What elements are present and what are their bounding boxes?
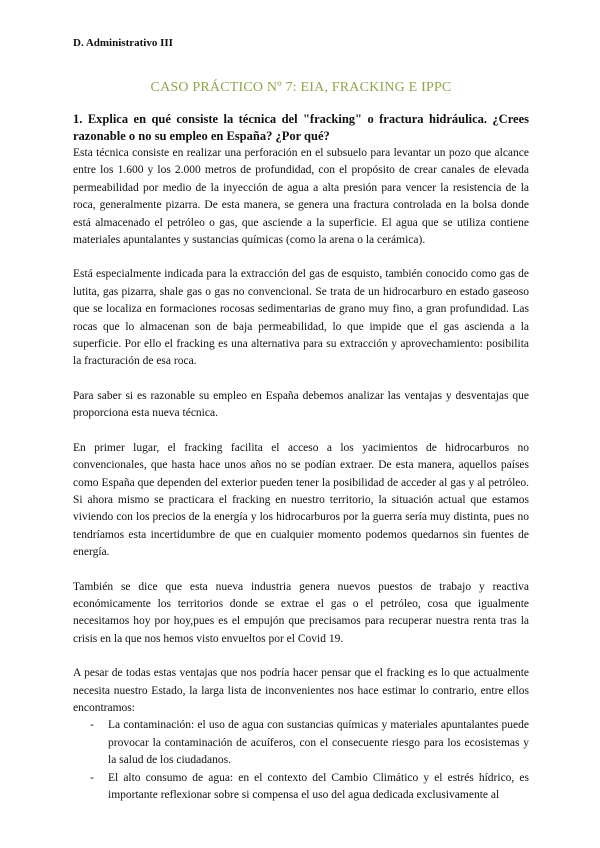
paragraph-employment: También se dice que esta nueva industria genera nuevos puestos de trabajo y reactiva económicamente los territorios donde se extrae el gas o el petróleo, cosa que igualmente necesitamos hoy por hoy,pues es el empujón que precisamos para recuperar nuestra renta tras la crisis en la que nos hemos visto envueltos por el Covid 19.: [73, 580, 529, 645]
bullet-marker: -: [90, 771, 94, 784]
paragraph-analysis-intro: Para saber si es razonable su empleo en España debemos analizar las ventajas y desventajas que proporciona esta nueva técnica.: [73, 389, 529, 420]
paragraph-advantages: En primer lugar, el fracking facilita el acceso a los yacimientos de hidrocarburos no convencionales, que hasta hace unos años no se podían extraer. De esta manera, aquellos países como España que dependen del exterior pueden tener la posibilidad de acceder al gas y al petróleo. Si ahora mismo se practicara el fracking en nuestro territorio, la situación actual que estamos viviendo con los precios de la energía y los hidrocarburos por la guerra sería muy distinta, pues no tendríamos esta incertidumbre de que en cualquier momento podemos quedarnos sin fuentes de energía.: [73, 441, 529, 559]
paragraph-definition: Esta técnica consiste en realizar una perforación en el subsuelo para levantar un pozo que alcance entre los 1.600 y los 2.000 metros de profundidad, con el propósito de crear canales de elevada permeabilidad por medio de la inyección de agua a alta presión para vencer la resistencia de la roca, generalmente pizarra. De esta manera, se genera una fractura controlada en la bolsa donde está almacenado el petróleo o gas, que asciende a la superficie. El agua que se utiliza contiene materiales apuntalantes y sustancias químicas (como la arena o la cerámica).: [73, 147, 529, 247]
list-item-text: El alto consumo de agua: en el contexto del Cambio Climático y el estrés hídrico, es importante reflexionar sobre si compensa el uso del agua dedicada exclusivamente al: [108, 771, 529, 801]
paragraph-shale-gas: Está especialmente indicada para la extracción del gas de esquisto, también conocido como gas de lutita, gas pizarra, shale gas o gas no convencional. Se trata de un hidrocarburo en estado gaseoso que se localiza en formaciones rocosas sedimentarias de grano muy fino, a gran profundidad. Las rocas que lo almacenan son de baja permeabilidad, lo que impide que el gas ascienda a la superficie. Por ello el fracking es una alternativa para su extracción y aprovechamiento: posibilita la fracturación de esa roca.: [73, 268, 529, 368]
disadvantages-list: [73, 717, 529, 804]
section-header: D. Administrativo III: [73, 37, 173, 49]
list-item: [73, 717, 529, 769]
question-heading: 1. Explica en qué consiste la técnica del "fracking" o fractura hidráulica. ¿Crees razonable o no su empleo en España? ¿Por qué?: [73, 112, 529, 143]
document-body: [73, 111, 529, 804]
paragraph-disadvantages-intro: A pesar de todas estas ventajas que nos podría hacer pensar que el fracking es lo que actualmente necesita nuestro Estado, la larga lista de inconvenientes nos hace estimar lo contrario, entre ellos encontramos:: [73, 667, 529, 714]
case-title: CASO PRÁCTICO Nº 7: EIA, FRACKING E IPPC: [150, 80, 452, 95]
list-item: [73, 770, 529, 805]
list-item-text: La contaminación: el uso de agua con sustancias químicas y materiales apuntalantes puede provocar la contaminación de acuíferos, con el consecuente riesgo para los ecosistemas y la salud de los ciudadanos.: [108, 719, 529, 767]
bullet-marker: -: [90, 719, 94, 732]
